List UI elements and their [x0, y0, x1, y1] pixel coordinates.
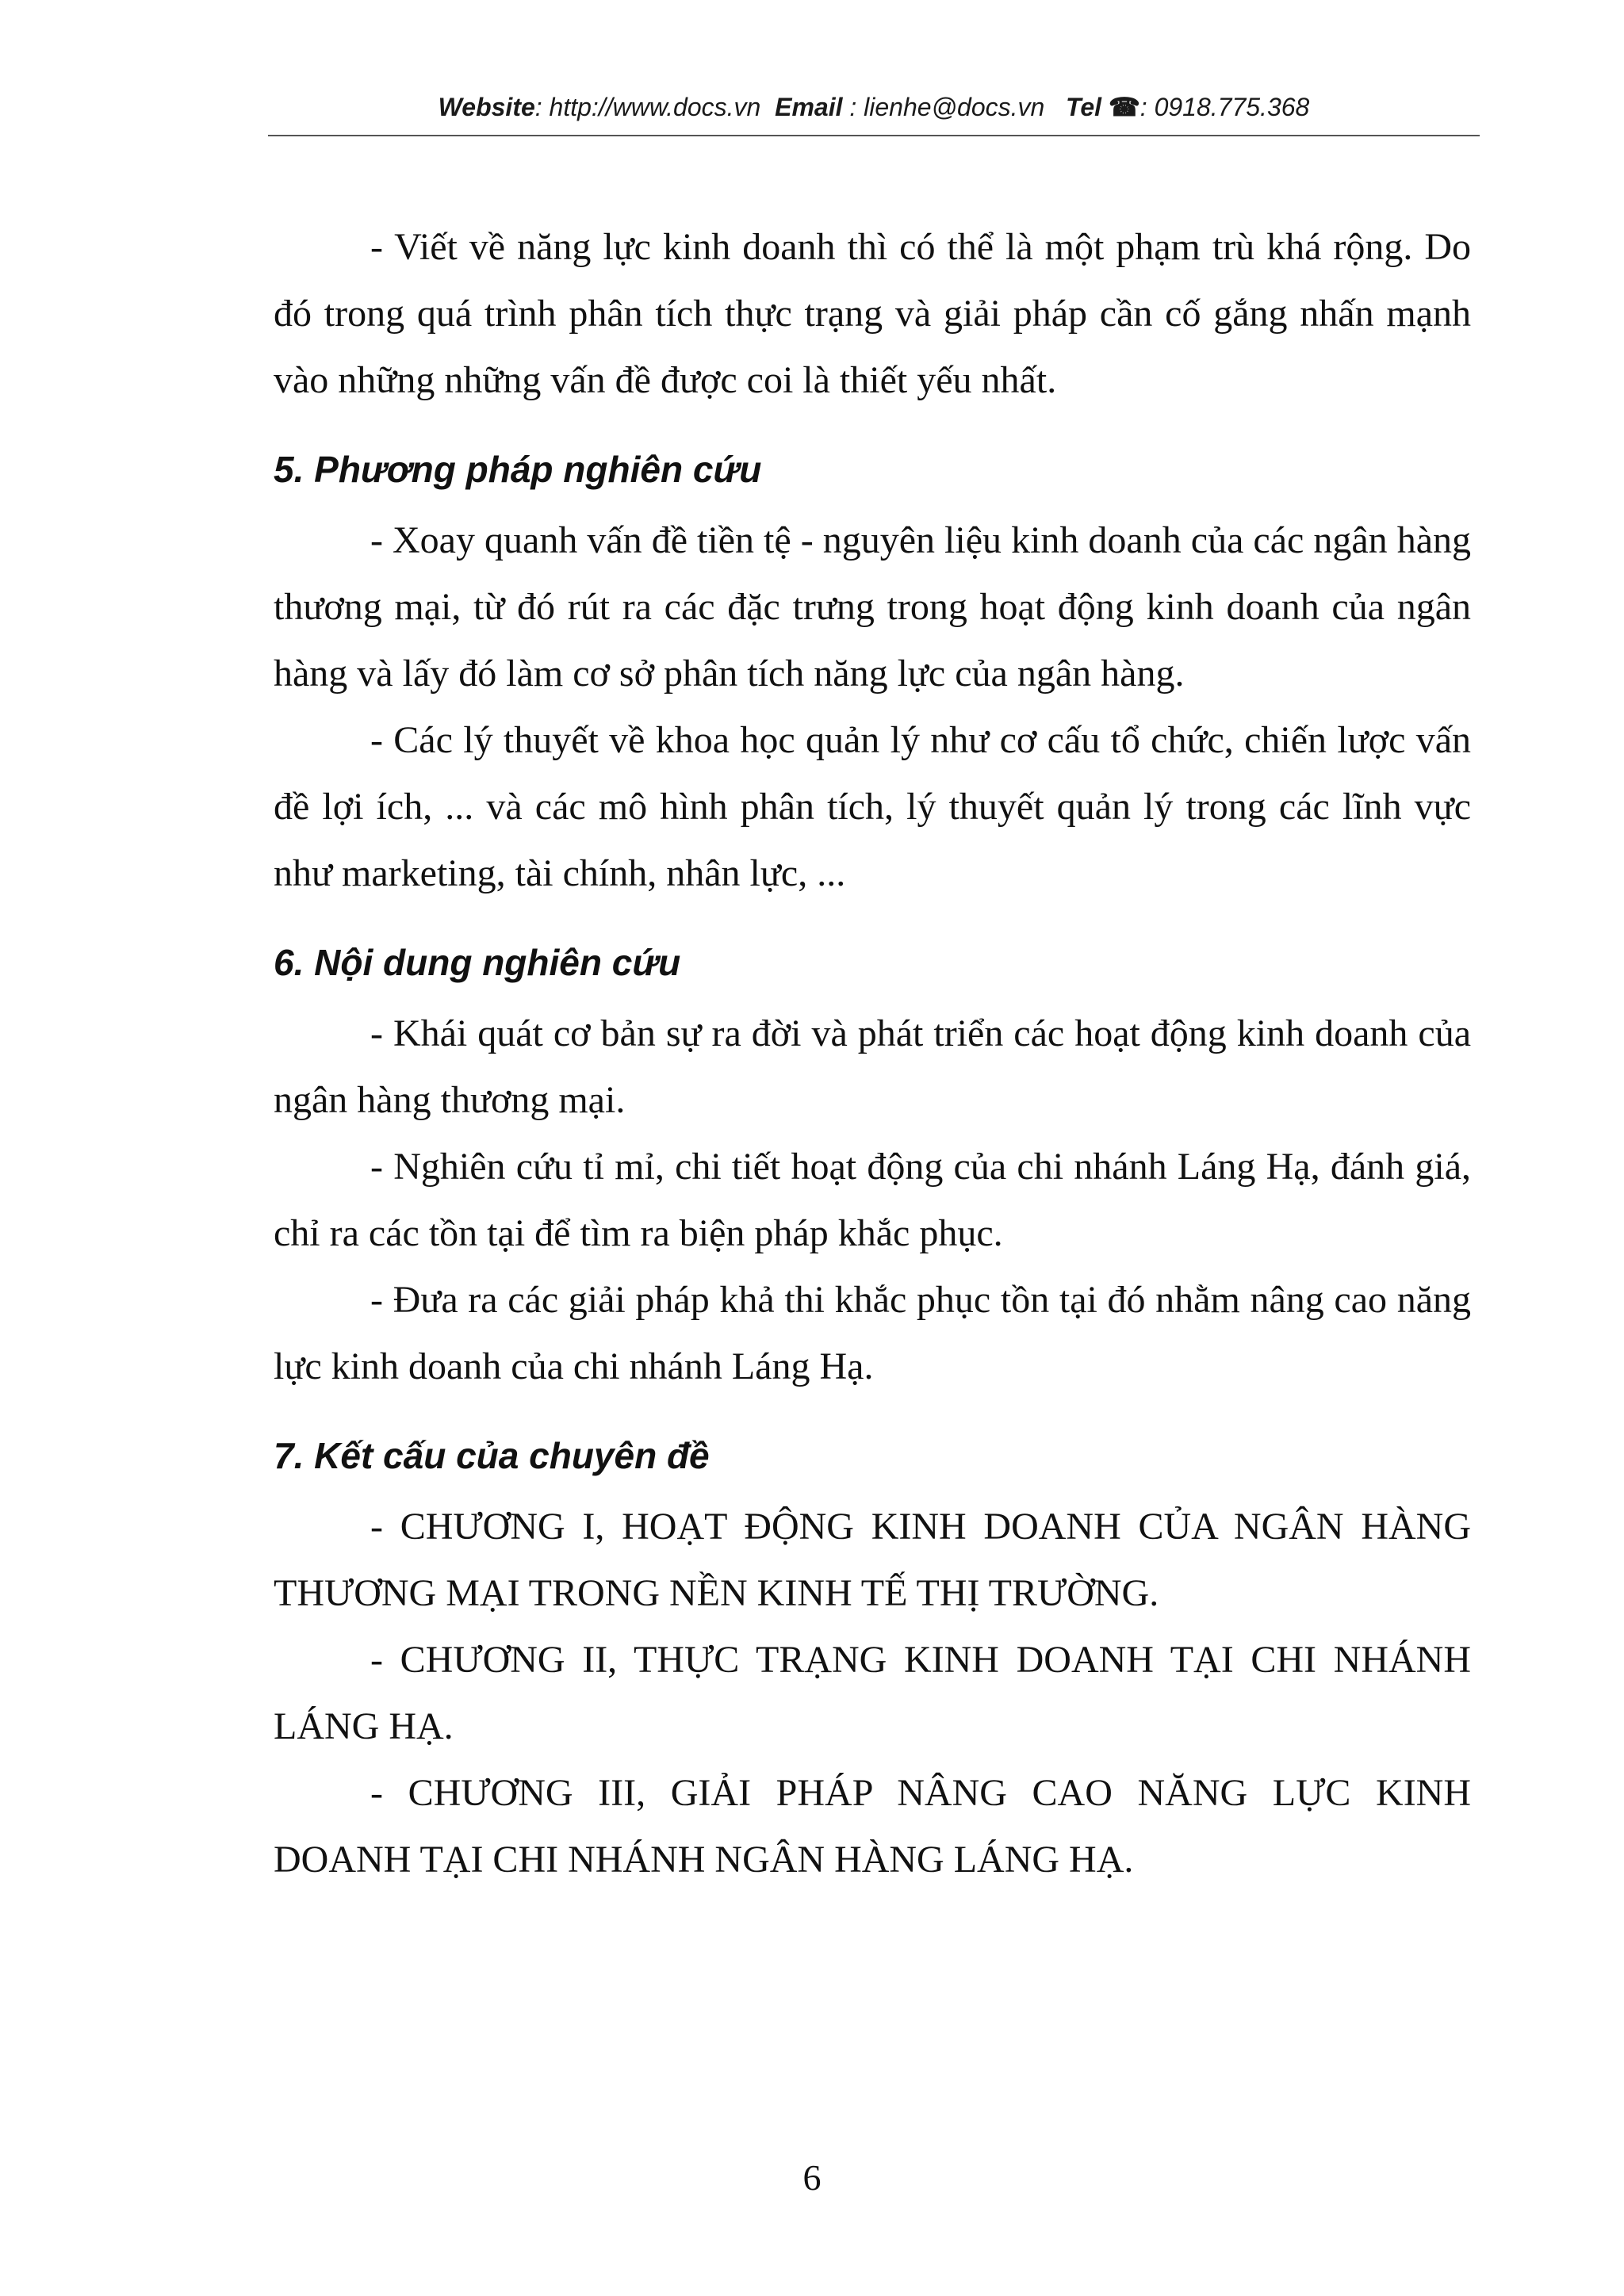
section-heading: 6. Nội dung nghiên cứu [274, 942, 681, 983]
paragraph: - Xoay quanh vấn đề tiền tệ - nguyên liệu kinh doanh của các ngân hàng thương mại, từ đó rút ra các đặc trưng trong hoạt động kinh doanh của ngân hàng và lấy đó làm cơ sở phân tích năng lực của ngân hàng. [274, 519, 1471, 695]
paragraph: - Viết về năng lực kinh doanh thì có thể là một phạm trù khá rộng. Do đó trong quá trình phân tích thực trạng và giải pháp cần cố gắng nhấn mạnh vào những những vấn đề được coi là thiết yếu nhất. [274, 226, 1471, 401]
tel-number: 0918.775.368 [1154, 93, 1310, 121]
email-separator: : [842, 93, 864, 121]
section-heading: 5. Phương pháp nghiên cứu [274, 449, 762, 490]
section-research-methods [274, 414, 1471, 907]
paragraph: - Nghiên cứu tỉ mỉ, chi tiết hoạt động của chi nhánh Láng Hạ, đánh giá, chỉ ra các tồn tại để tìm ra biện pháp khắc phục. [274, 1146, 1471, 1254]
section-heading: 7. Kết cấu của chuyên đề [274, 1435, 710, 1476]
header-divider [268, 135, 1480, 136]
phone-icon: ☎ [1108, 93, 1140, 121]
website-separator: : [534, 93, 550, 121]
paragraph: - CHƯƠNG III, GIẢI PHÁP NÂNG CAO NĂNG LỰC KINH DOANH TẠI CHI NHÁNH NGÂN HÀNG LÁNG HẠ. [274, 1772, 1471, 1881]
section-research-content [274, 907, 1471, 1400]
email-label: Email [775, 93, 843, 121]
email-link[interactable]: lienhe@docs.vn [864, 93, 1045, 121]
paragraph: - CHƯƠNG II, THỰC TRẠNG KINH DOANH TẠI CHI NHÁNH LÁNG HẠ. [274, 1639, 1471, 1747]
website-label: Website [438, 93, 535, 121]
document-body [274, 214, 1471, 1893]
section-structure [274, 1400, 1471, 1893]
website-link[interactable]: http://www.docs.vn [549, 93, 761, 121]
intro-section [274, 214, 1471, 414]
tel-label: Tel [1066, 93, 1102, 121]
paragraph: - Đưa ra các giải pháp khả thi khắc phục tồn tại đó nhằm nâng cao năng lực kinh doanh của chi nhánh Láng Hạ. [274, 1279, 1471, 1387]
paragraph: - CHƯƠNG I, HOẠT ĐỘNG KINH DOANH CỦA NGÂN HÀNG THƯƠNG MẠI TRONG NỀN KINH TẾ THỊ TRƯỜNG. [274, 1506, 1471, 1614]
tel-separator: : [1139, 93, 1155, 121]
paragraph: - Các lý thuyết về khoa học quản lý như cơ cấu tổ chức, chiến lược vấn đề lợi ích, ... và các mô hình phân tích, lý thuyết quản lý trong các lĩnh vực như marketing, tài chính, nhân lực, ... [274, 719, 1471, 894]
page-number: 6 [802, 2157, 822, 2198]
paragraph: - Khái quát cơ bản sự ra đời và phát triển các hoạt động kinh doanh của ngân hàng thương mại. [274, 1012, 1471, 1121]
page-header [268, 92, 1480, 122]
